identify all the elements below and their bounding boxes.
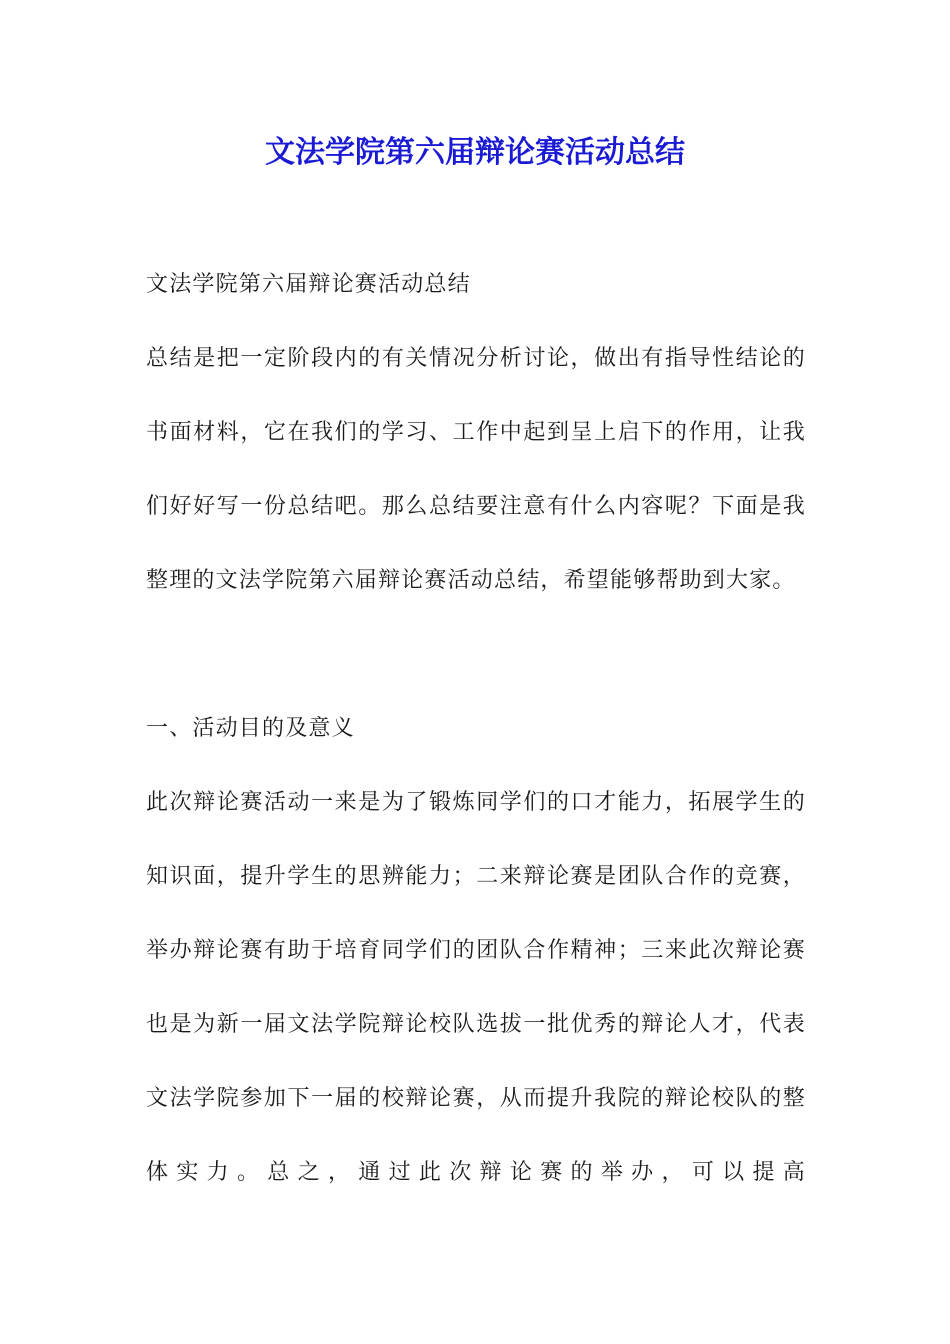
page-title: 文法学院第六届辩论赛活动总结 <box>265 135 685 170</box>
section-heading-purpose: 一、活动目的及意义 <box>146 716 355 741</box>
section-body-purpose: 此次辩论赛活动一来是为了锻炼同学们的口才能力，拓展学生的知识面，提升学生的思辨能力；二来辩论赛是团队合作的竞赛，举办辩论赛有助于培育同学们的团队合作精神；三来此次辩论赛也是为新一届文法学院辩论校队选拔一批优秀的辩论人才，代表文法学院参加下一届的校辩论赛，从而提升我院的辩论校队的整体实力。总之，通过此次辩论赛的举办，可以提高 <box>146 790 806 1185</box>
document-subtitle: 文法学院第六届辩论赛活动总结 <box>146 272 471 297</box>
intro-paragraph: 总结是把一定阶段内的有关情况分析讨论，做出有指导性结论的书面材料，它在我们的学习、工作中起到呈上启下的作用，让我们好好写一份总结吧。那么总结要注意有什么内容呢？下面是我整理的文法学院第六届辩论赛活动总结，希望能够帮助到大家。 <box>146 346 806 593</box>
